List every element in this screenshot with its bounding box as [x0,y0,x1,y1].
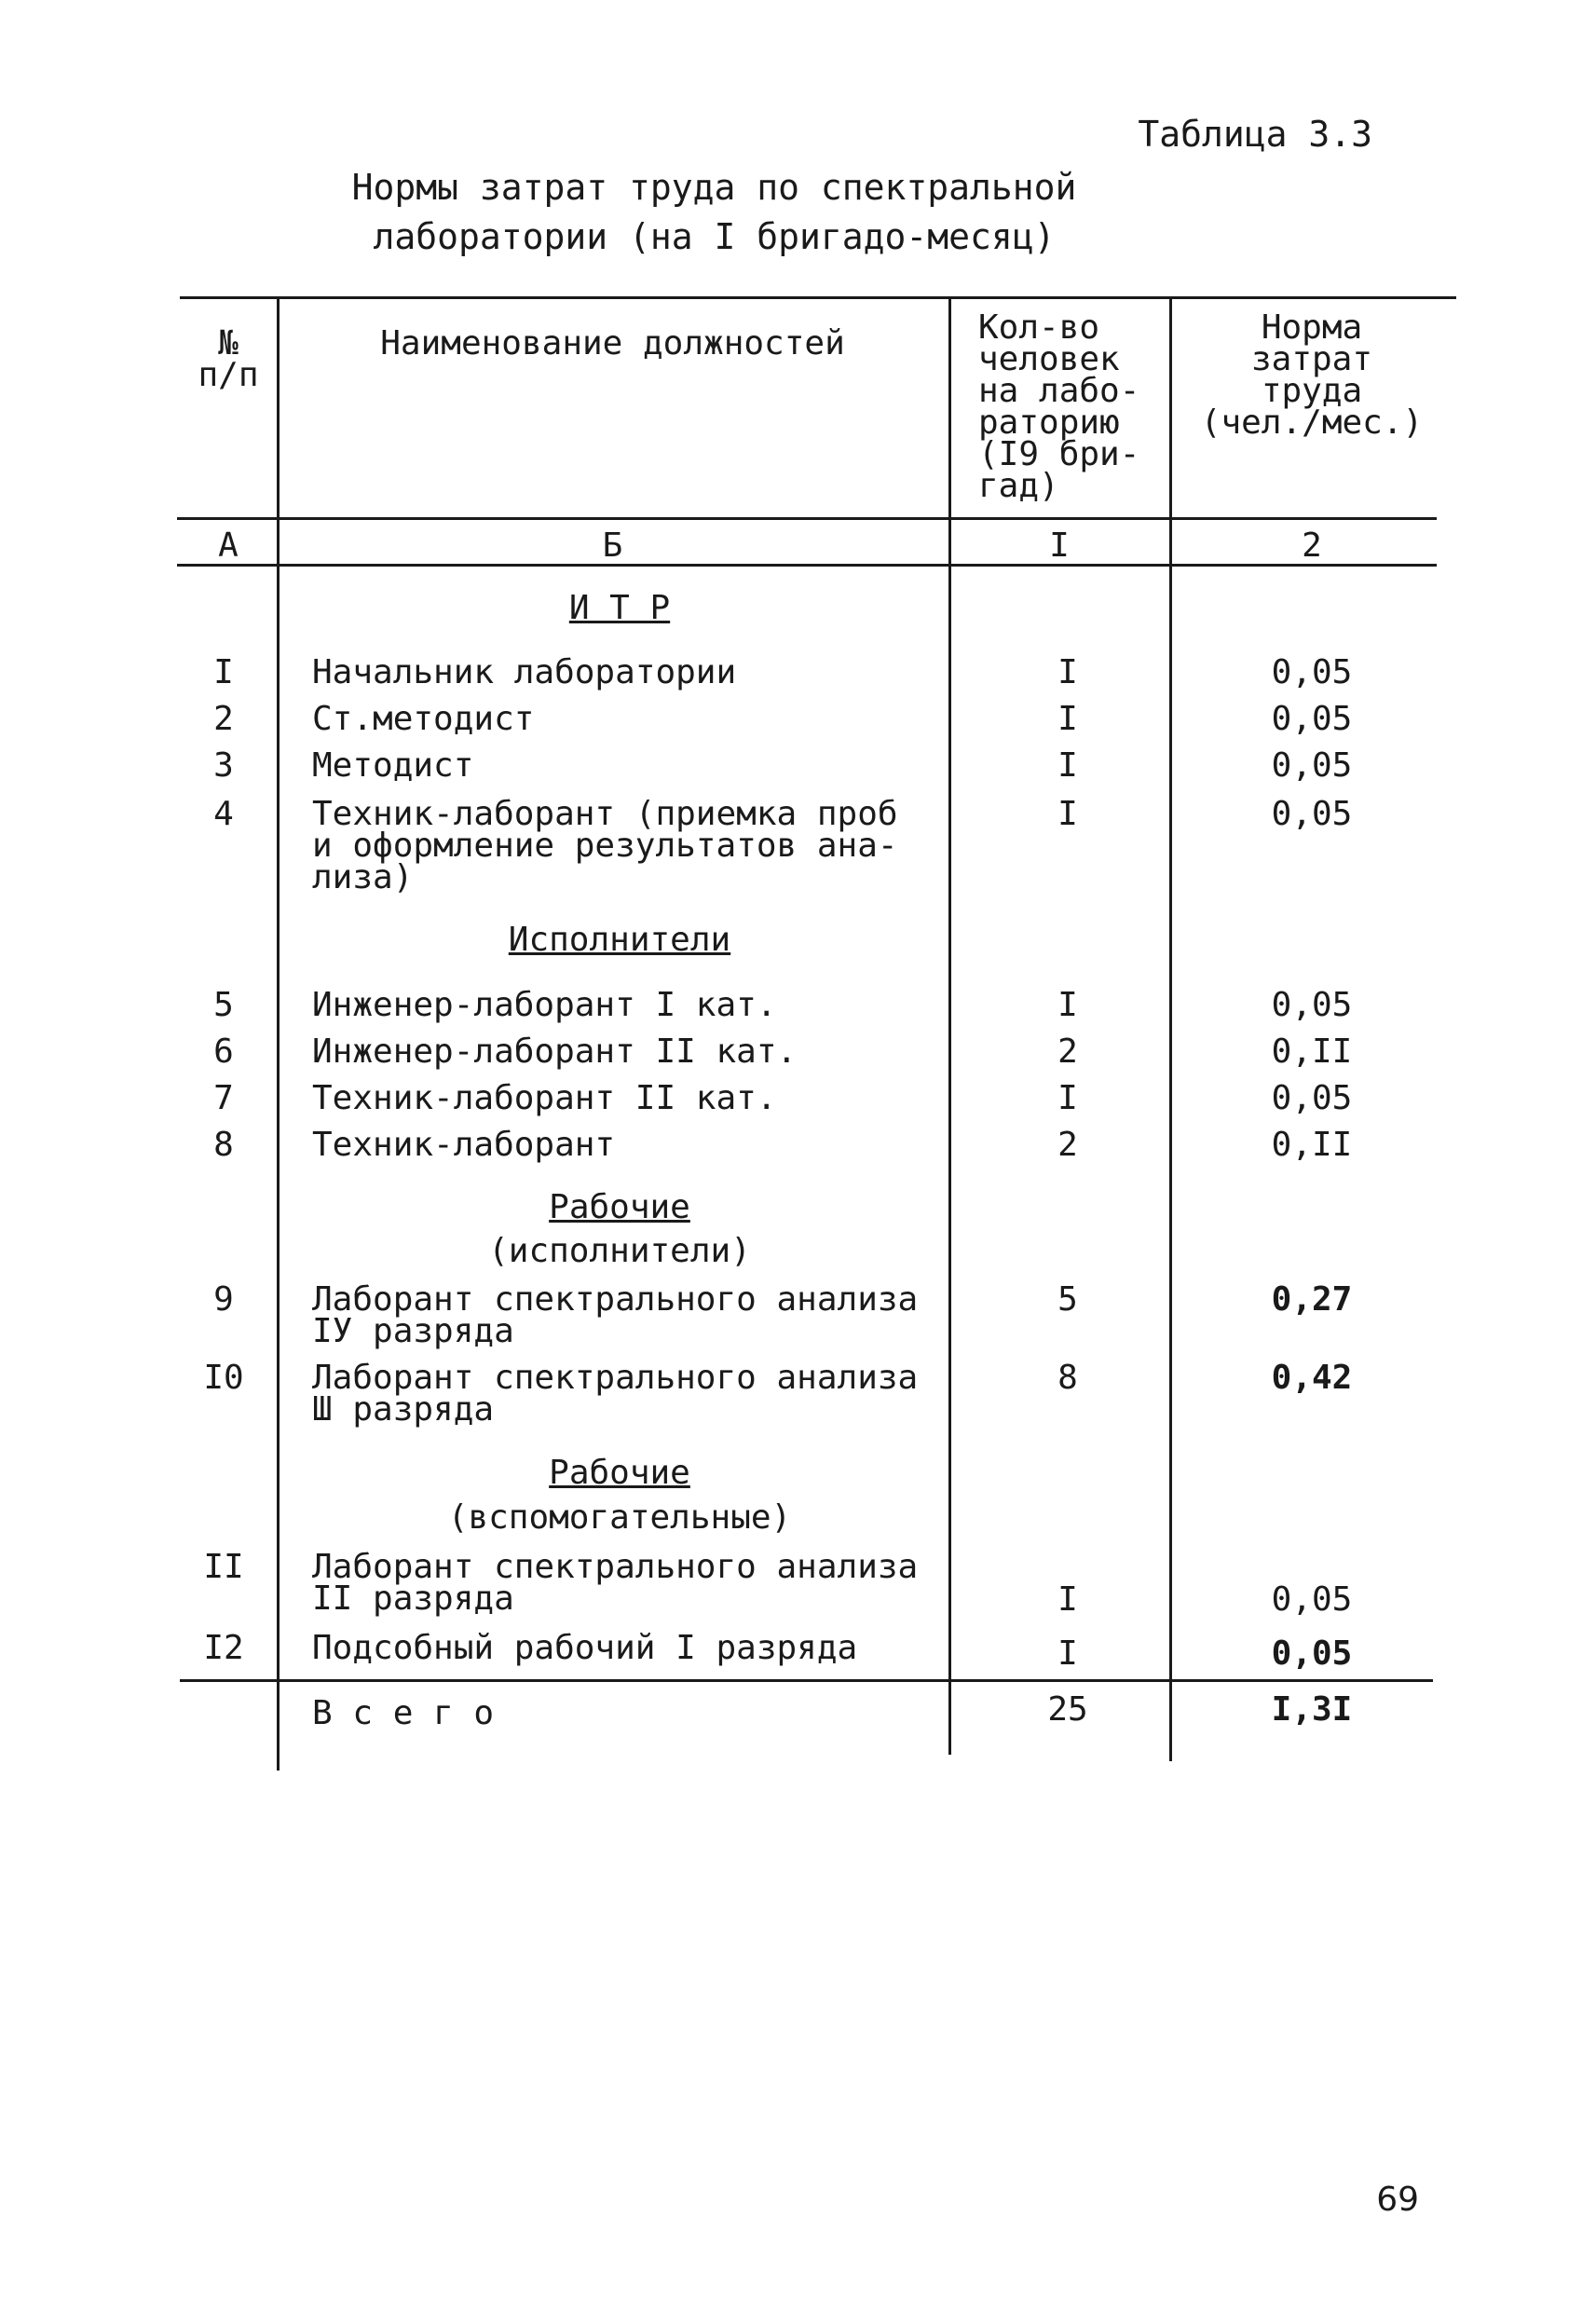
row-12-qty: I [1057,1634,1078,1673]
row-1-name: Начальник лаборатории [312,653,737,691]
row-4-num: 4 [213,795,234,833]
col-symbol-num: А [218,526,239,565]
table-label: Таблица 3.3 [1138,114,1372,155]
row-5-qty: I [1057,986,1078,1024]
table-top-border [180,296,1456,299]
row-7-qty: I [1057,1079,1078,1117]
column-divider-2 [948,296,951,1755]
row-9-qty: 5 [1057,1280,1078,1319]
row-7-name: Техник-лаборант II кат. [312,1079,777,1117]
row-4-name: Техник-лаборант (приемка проб и оформление результатов ана- лиза) [312,795,898,896]
column-divider-3 [1169,296,1172,1761]
row-9-num: 9 [213,1280,234,1319]
col-symbol-name: Б [602,526,623,565]
total-norm: I,3I [1271,1690,1353,1729]
row-5-num: 5 [213,986,234,1024]
page-number: 69 [1376,2181,1419,2219]
total-row-top-border [180,1679,1433,1682]
row-3-num: 3 [213,746,234,785]
header-qty: Кол-во человек на лабо- раторию (I9 бри- гад) [978,308,1140,505]
section-workers-aux-subtitle: (вспомогательные) [447,1498,792,1537]
row-12-name: Подсобный рабочий I разряда [312,1629,858,1667]
section-executors: Исполнители [508,921,731,959]
total-qty: 25 [1047,1690,1088,1729]
row-1-qty: I [1057,653,1078,691]
row-6-name: Инженер-лаборант II кат. [312,1032,798,1071]
column-divider-1 [277,296,280,1771]
row-11-num: II [203,1548,244,1586]
row-11-name: Лаборант спектрального анализа II разряда [312,1548,919,1618]
table-title-line2: лаборатории (на I бригадо-месяц) [373,216,1056,257]
row-8-num: 8 [213,1126,234,1164]
header-bottom-border [177,517,1437,520]
row-12-num: I2 [203,1629,244,1667]
row-10-name: Лаборант спектрального анализа Ш разряда [312,1359,919,1429]
row-2-norm: 0,05 [1271,700,1353,738]
row-10-norm: 0,42 [1271,1359,1353,1397]
row-5-name: Инженер-лаборант I кат. [312,986,777,1024]
row-7-norm: 0,05 [1271,1079,1353,1117]
section-workers-aux-title: Рабочие [549,1454,690,1492]
header-name: Наименование должностей [380,324,845,362]
row-8-qty: 2 [1057,1126,1078,1164]
row-4-norm: 0,05 [1271,795,1353,833]
row-6-num: 6 [213,1032,234,1071]
row-7-num: 7 [213,1079,234,1117]
row-3-norm: 0,05 [1271,746,1353,785]
row-5-norm: 0,05 [1271,986,1353,1024]
row-8-name: Техник-лаборант [312,1126,616,1164]
row-11-norm: 0,05 [1271,1580,1353,1619]
section-workers-main-title: Рабочие [549,1188,690,1226]
section-workers-main-subtitle: (исполнители) [488,1232,751,1270]
row-4-qty: I [1057,795,1078,833]
row-2-qty: I [1057,700,1078,738]
table-title-line1: Нормы затрат труда по спектральной [351,167,1077,208]
col-symbol-norm: 2 [1302,526,1322,565]
row-6-qty: 2 [1057,1032,1078,1071]
total-label: В с е г о [312,1694,495,1732]
row-1-norm: 0,05 [1271,653,1353,691]
row-2-num: 2 [213,700,234,738]
row-9-name: Лаборант спектрального анализа IУ разряда [312,1280,919,1350]
row-8-norm: 0,II [1271,1126,1353,1164]
row-2-name: Ст.методист [312,700,535,738]
header-norm: Норма затрат труда (чел./мес.) [1200,308,1424,442]
row-10-qty: 8 [1057,1359,1078,1397]
row-9-norm: 0,27 [1271,1280,1353,1319]
row-3-qty: I [1057,746,1078,785]
col-symbol-qty: I [1049,526,1070,565]
row-1-num: I [213,653,234,691]
row-11-qty: I [1057,1580,1078,1619]
row-10-num: I0 [203,1359,244,1397]
row-3-name: Методист [312,746,474,785]
header-num: № п/п [198,324,259,394]
row-12-norm: 0,05 [1271,1634,1353,1673]
row-6-norm: 0,II [1271,1032,1353,1071]
section-itr: И Т Р [568,589,671,627]
